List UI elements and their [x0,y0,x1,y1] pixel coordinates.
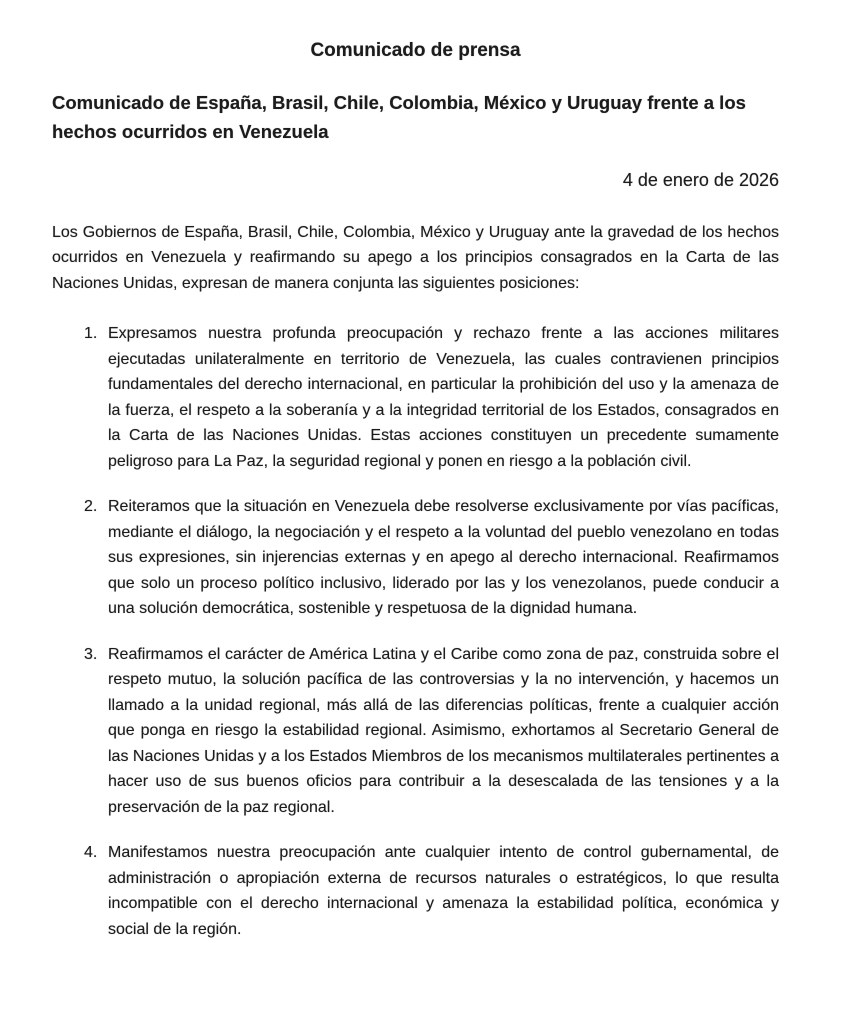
document-heading-line-2: hechos ocurridos en Venezuela [52,121,329,142]
list-item-text: Expresamos nuestra profunda preocupación y rechazo frente a las acciones militares ejecutadas unilateralmente en territorio de Venezuela, las cuales contravienen principios fundamentales del derecho internacional, en particular la prohibición del uso y la amenaza de la fuerza, el respeto a la soberanía y a la integridad territorial de los Estados, consagrados en la Carta de las Naciones Unidas. Estas acciones constituyen un precedente sumamente peligroso para La Paz, la seguridad regional y ponen en riesgo a la población civil. [108,325,779,470]
list-item-number: 1. [84,325,98,342]
list-item-number: 3. [84,645,98,663]
list-item [52,642,779,821]
list-item-text: Manifestamos nuestra preocupación ante cualquier intento de control gubernamental, de administración o apropiación externa de recursos naturales o estratégicos, lo que resulta incompatible con el derecho internacional y amenaza la estabilidad política, económica y social de la región. [108,844,779,938]
list-item-number: 2. [84,498,98,515]
list-item-number: 4. [84,844,98,861]
document-heading-line-1: Comunicado de España, Brasil, Chile, Colombia, México y Uruguay frente a los [52,92,746,113]
intro-paragraph: Los Gobiernos de España, Brasil, Chile, Colombia, México y Uruguay ante la gravedad de los hechos ocurridos en Venezuela y reafirmando su apego a los principios consagrados en la Carta de las Naciones Unidas, expresan de manera conjunta las siguientes posiciones: [52,223,779,292]
list-item [52,494,779,622]
document-date: 4 de enero de 2026 [622,170,779,190]
list-item [52,321,779,474]
document-title: Comunicado de prensa [310,40,521,61]
list-item [52,840,779,942]
numbered-positions-list [52,321,779,942]
document-heading [52,88,779,146]
list-item-text: Reiteramos que la situación en Venezuela debe resolverse exclusivamente por vías pacíficas, mediante el diálogo, la negociación y el respeto a la voluntad del pueblo venezolano en todas sus expresiones, sin injerencias externas y en apego al derecho internacional. Reafirmamos que solo un proceso político inclusivo, liderado por las y los venezolanos, puede conducir a una solución democrática, sostenible y respetuosa de la dignidad humana. [108,498,779,617]
list-item-text: Reafirmamos el carácter de América Latina y el Caribe como zona de paz, construida sobre el respeto mutuo, la solución pacífica de las controversias y la no intervención, y hacemos un llamado a la unidad regional, más allá de las diferencias políticas, frente a cualquier acción que ponga en riesgo la estabilidad regional. Asimismo, exhortamos al Secretario General de las Naciones Unidas y a los Estados Miembros de los mecanismos multilaterales pertinentes a hacer uso de sus buenos oficios para contribuir a la desescalada de las tensiones y a la preservación de la paz regional. [108,645,779,816]
